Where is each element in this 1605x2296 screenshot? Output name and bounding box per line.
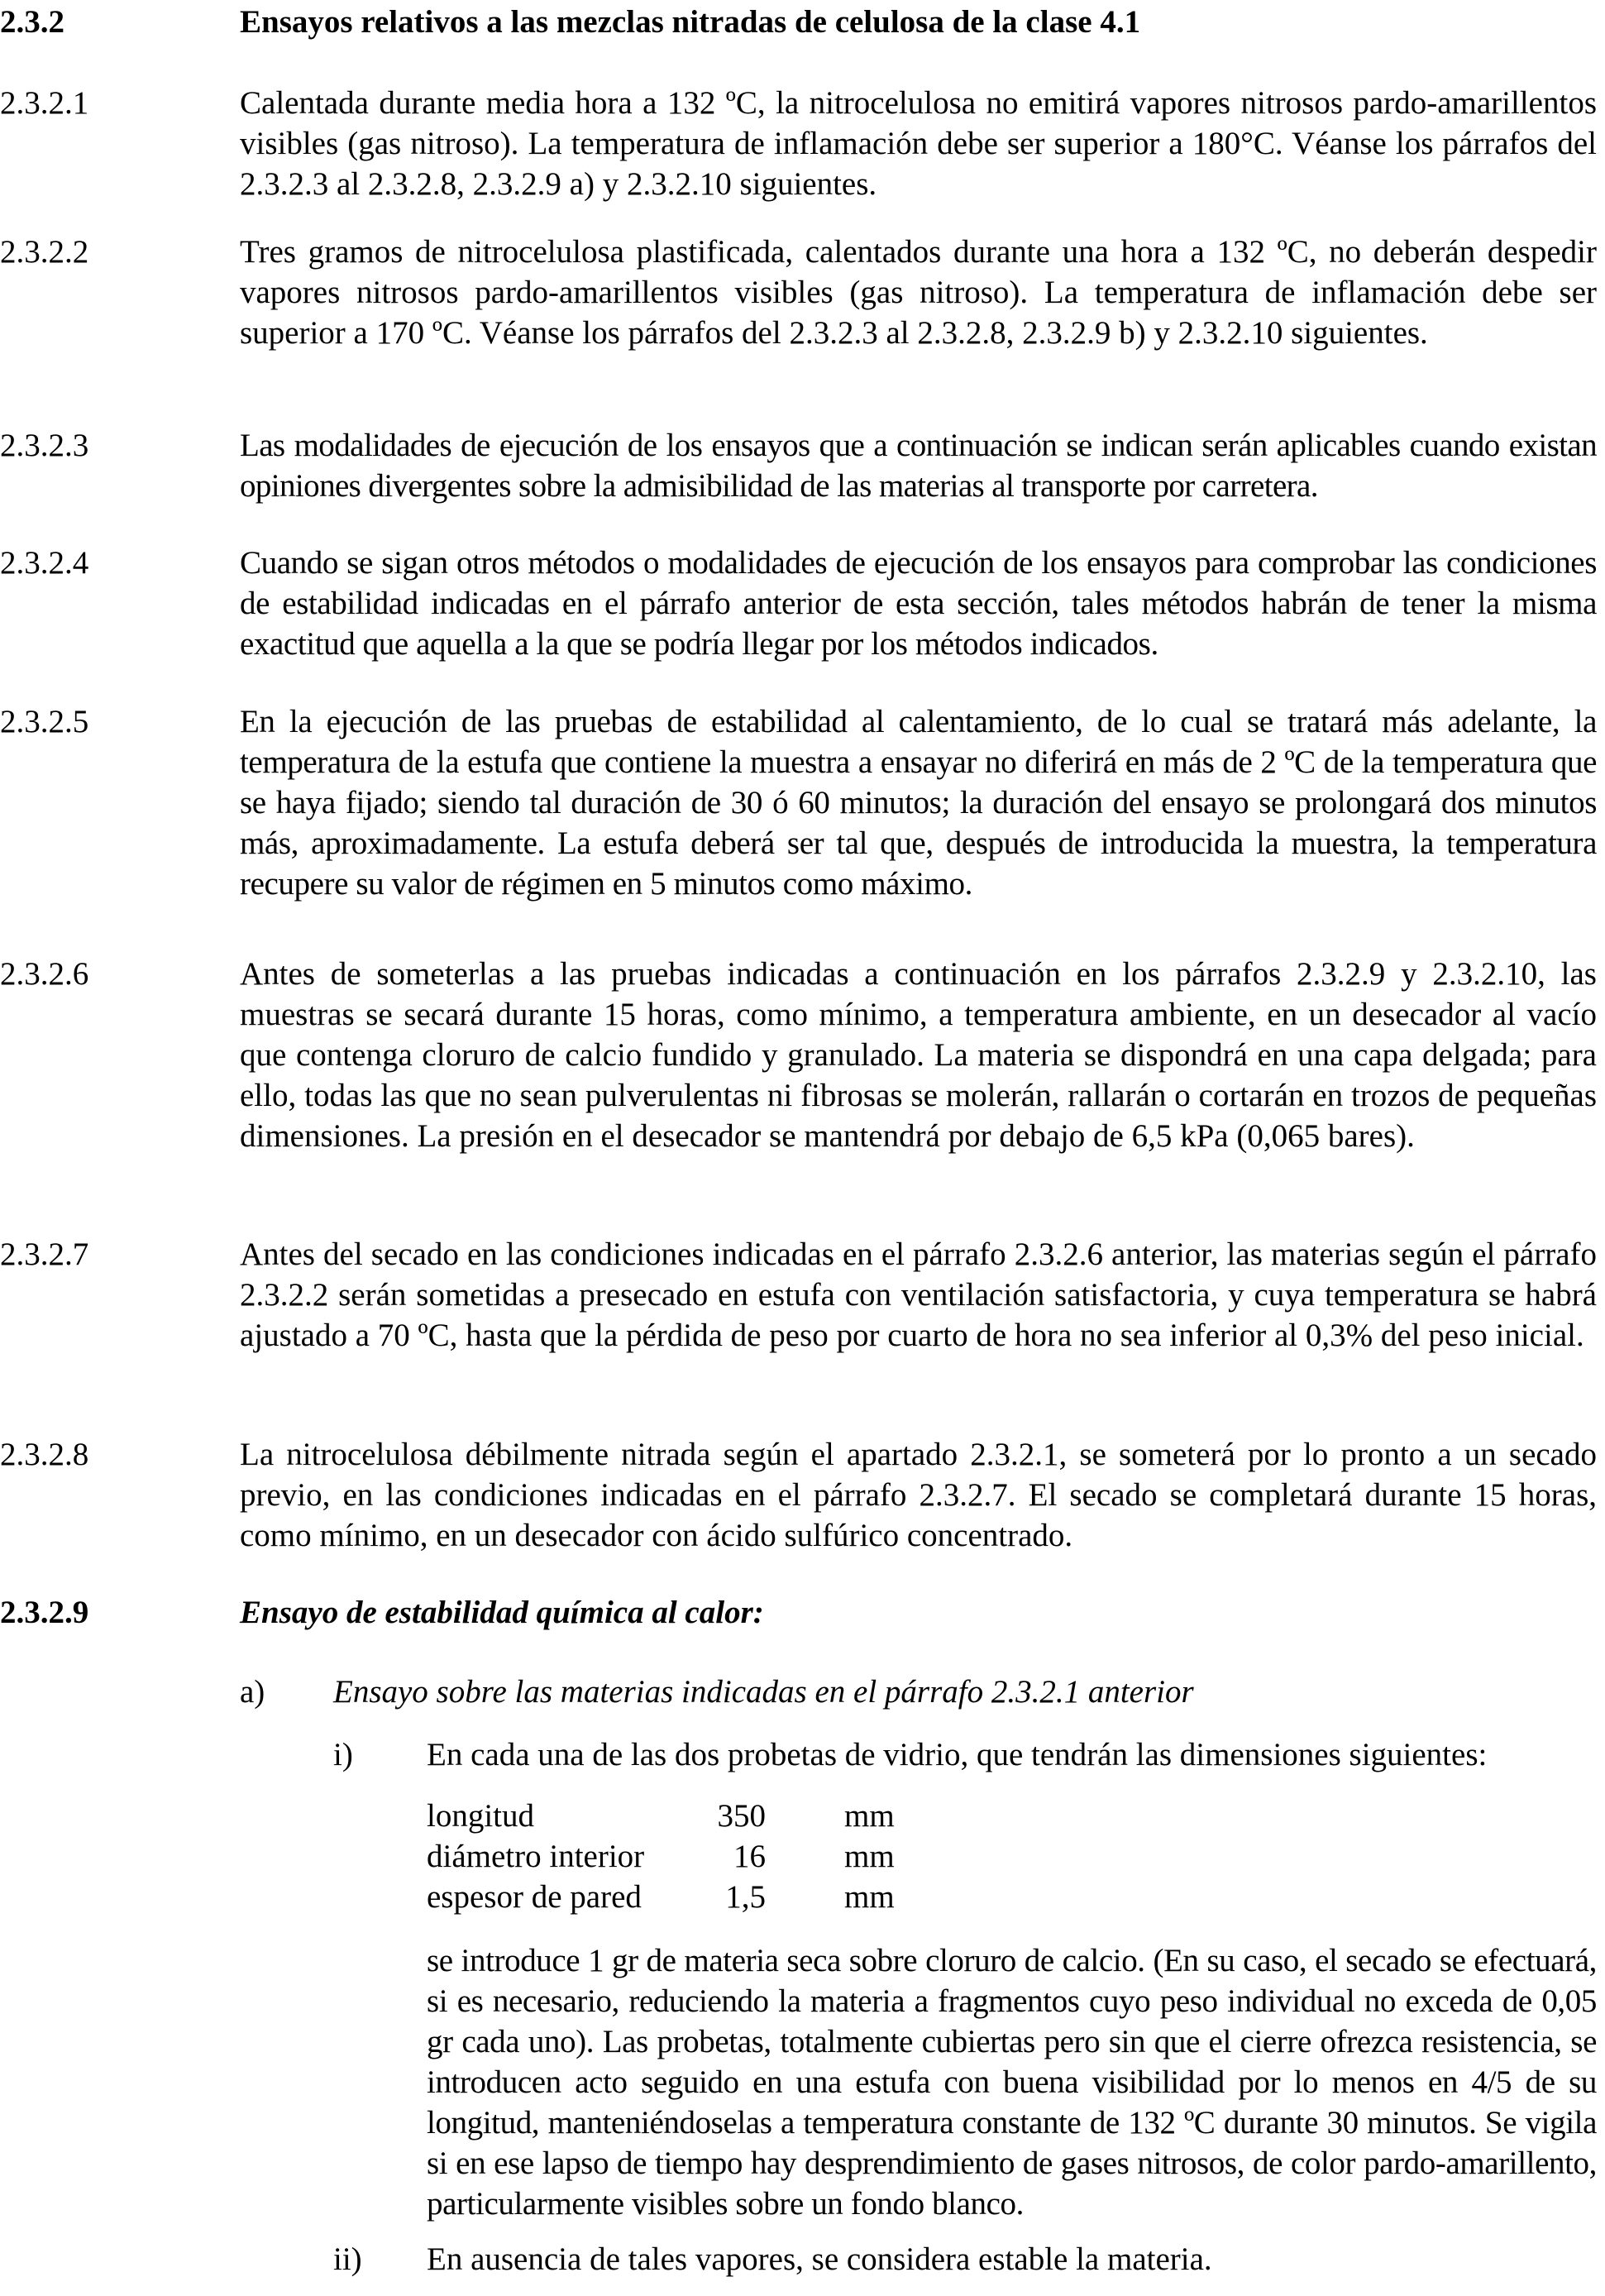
dimension-name: diámetro interior bbox=[427, 1839, 645, 1874]
subsection-number: 2.3.2.9 bbox=[0, 1595, 89, 1630]
dimension-row bbox=[427, 1796, 1006, 1836]
paragraph-number: 2.3.2.5 bbox=[0, 704, 89, 739]
paragraph-text: Cuando se sigan otros métodos o modalidades de ejecución de los ensayos para comprobar las condiciones de estabilidad indicadas en el párrafo anterior de esta sección, tales métodos habrán de tener la misma exactitud que aquella a la que se podría llegar por los métodos indicados. bbox=[240, 545, 1597, 662]
dimension-unit: mm bbox=[844, 1798, 895, 1834]
paragraph-number: 2.3.2.6 bbox=[0, 956, 89, 992]
paragraph-text: Antes de someterlas a las pruebas indicadas a continuación en los párrafos 2.3.2.9 y 2.3.2.10, las muestras se secará durante 15 horas, como mínimo, a temperatura ambiente, en un desecador al vacío que contenga cloruro de calcio fundido y granulado. La materia se dispondrá en una capa delgada; para ello, todas las que no sean pulverulentas ni fibrosas se molerán, rallarán o cortarán en trozos de pequeñas dimensiones. La presión en el desecador se mantendrá por debajo de 6,5 kPa (0,065 bares). bbox=[240, 956, 1597, 1154]
paragraph-number: 2.3.2.1 bbox=[0, 85, 89, 121]
dimension-unit: mm bbox=[844, 1879, 895, 1915]
paragraph-number: 2.3.2.3 bbox=[0, 428, 89, 463]
section-number: 2.3.2 bbox=[0, 4, 64, 40]
subsection-title: Ensayo de estabilidad química al calor: bbox=[240, 1595, 764, 1630]
paragraph-number: 2.3.2.2 bbox=[0, 234, 89, 270]
section-title: Ensayos relativos a las mezclas nitradas de celulosa de la clase 4.1 bbox=[240, 4, 1141, 40]
dimension-name: longitud bbox=[427, 1798, 535, 1834]
paragraph-text: Antes del secado en las condiciones indicadas en el párrafo 2.3.2.6 anterior, las materias según el párrafo 2.3.2.2 serán sometidas a presecado en estufa con ventilación satisfactoria, y cuya temperatura se habrá ajustado a 70 ºC, hasta que la pérdida de peso por cuarto de hora no sea inferior al 0,3% del peso inicial. bbox=[240, 1236, 1597, 1353]
dimension-row bbox=[427, 1877, 1006, 1917]
paragraph-text: La nitrocelulosa débilmente nitrada según el apartado 2.3.2.1, se someterá por lo pronto a un secado previo, en las condiciones indicadas en el párrafo 2.3.2.7. El secado se completará durante 15 horas, como mínimo, en un desecador con ácido sulfúrico concentrado. bbox=[240, 1437, 1597, 1553]
dimension-unit: mm bbox=[844, 1839, 895, 1874]
paragraph-text: En la ejecución de las pruebas de estabilidad al calentamiento, de lo cual se tratará más adelante, la temperatura de la estufa que contiene la muestra a ensayar no diferirá en más de 2 ºC de la temperatura que se haya fijado; siendo tal duración de 30 ó 60 minutos; la duración del ensayo se prolongará dos minutos más, aproximadamente. La estufa deberá ser tal que, después de introducida la muestra, la temperatura recupere su valor de régimen en 5 minutos como máximo. bbox=[240, 704, 1597, 902]
dimension-row bbox=[427, 1836, 1006, 1877]
item-a-title: Ensayo sobre las materias indicadas en el párrafo 2.3.2.1 anterior bbox=[333, 1674, 1194, 1710]
paragraph-text: Las modalidades de ejecución de los ensayos que a continuación se indican serán aplicables cuando existan opiniones divergentes sobre la admisibilidad de las materias al transporte por carretera. bbox=[240, 428, 1597, 504]
dimensions-table bbox=[427, 1796, 1006, 1917]
dimension-name: espesor de pared bbox=[427, 1879, 642, 1915]
dimension-value: 16 bbox=[733, 1839, 766, 1874]
item-i-text: se introduce 1 gr de materia seca sobre cloruro de calcio. (En su caso, el secado se efectuará, si es necesario, reduciendo la materia a fragmentos cuyo peso individual no exceda de 0,05 gr cada uno). Las probetas, totalmente cubiertas pero sin que el cierre ofrezca resistencia, se introducen acto seguido en una estufa con buena visibilidad por lo menos en 4/5 de su longitud, manteniéndoselas a temperatura constante de 132 ºC durante 30 minutos. Se vigila si en ese lapso de tiempo hay desprendimiento de gases nitrosos, de color pardo-amarillento, particularmente visibles sobre un fondo blanco. bbox=[427, 1943, 1597, 2222]
dimension-value: 350 bbox=[717, 1798, 766, 1834]
paragraph-number: 2.3.2.4 bbox=[0, 545, 89, 581]
paragraph-number: 2.3.2.8 bbox=[0, 1437, 89, 1472]
dimension-value: 1,5 bbox=[725, 1879, 766, 1915]
paragraph-number: 2.3.2.7 bbox=[0, 1236, 89, 1272]
item-i-label: i) bbox=[333, 1737, 353, 1772]
item-i-intro: En cada una de las dos probetas de vidrio, que tendrán las dimensiones siguientes: bbox=[427, 1737, 1488, 1772]
item-ii-label: ii) bbox=[333, 2241, 362, 2277]
item-a-label: a) bbox=[240, 1674, 265, 1710]
paragraph-text: Tres gramos de nitrocelulosa plastificada, calentados durante una hora a 132 ºC, no deberán despedir vapores nitrosos pardo-amarillentos visibles (gas nitroso). La temperatura de inflamación debe ser superior a 170 ºC. Véanse los párrafos del 2.3.2.3 al 2.3.2.8, 2.3.2.9 b) y 2.3.2.10 siguientes. bbox=[240, 234, 1597, 351]
item-ii-text: En ausencia de tales vapores, se considera estable la materia. bbox=[427, 2241, 1212, 2277]
paragraph-text: Calentada durante media hora a 132 ºC, la nitrocelulosa no emitirá vapores nitrosos pardo-amarillentos visibles (gas nitroso). La temperatura de inflamación debe ser superior a 180°C. Véanse los párrafos del 2.3.2.3 al 2.3.2.8, 2.3.2.9 a) y 2.3.2.10 siguientes. bbox=[240, 85, 1597, 202]
